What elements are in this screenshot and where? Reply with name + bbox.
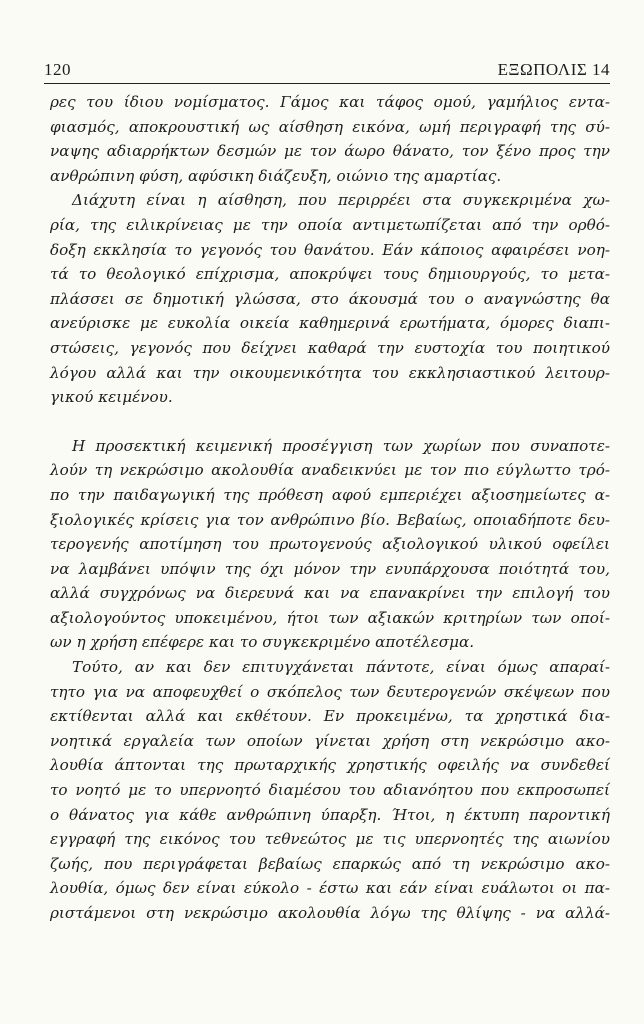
text-line: τητο για να αποφευχθεί ο σκόπελος των δευτερογενών σκέψεων που [50, 682, 610, 701]
text-line: πλάσσει σε δημοτική γλώσσα, στο άκουσμά του ο αναγνώστης θα [50, 289, 610, 308]
paragraph [50, 655, 610, 926]
text-line: δοξη εκκλησία το γεγονός του θανάτου. Εάν κάποιος αφαιρέσει νοη- [50, 240, 610, 259]
text-line: εγγραφή της εικόνος του τεθνεώτος με τις υπερνοητές της αιωνίου [50, 830, 610, 849]
text-line: λουθία άπτονται της πρωταρχικής χρηστικής οφειλής να συνδεθεί [50, 756, 610, 775]
text-line: Η προσεκτική κειμενική προσέγγιση των χωρίων που συναποτε- [72, 436, 610, 455]
text-line: λουθία, όμως δεν είναι εύκολο - έστω και εάν είναι ευάλωτοι οι πα- [50, 879, 610, 898]
text-line: ανεύρισκε με ευκολία οικεία καθημερινά ερωτήματα, όμορες διαπι- [50, 314, 610, 333]
text-line: να λαμβάνει υπόψιν της όχι μόνον την ενυπάρχουσα ποιότητά του, [50, 559, 610, 578]
text-line: ρες του ίδιου νομίσματος. Γάμος και τάφος ομού, γαμήλιος εντα- [50, 93, 610, 111]
page-number: 120 [44, 60, 71, 79]
text-line: τερογενής αποτίμηση του πρωτογενούς αξιολογικού υλικού οφείλει [50, 535, 610, 554]
text-line: ναψης αδιαρρήκτων δεσμών με τον άωρο θάνατο, τον ξένο προς την [50, 142, 610, 161]
text-line: πο την παιδαγωγική της πρόθεση αφού εμπεριέχει αξιοσημείωτες α- [50, 485, 610, 504]
paragraph-gap [50, 410, 610, 434]
text-line: γικού κειμένου. [50, 388, 173, 407]
text-line: ζωής, που περιγράφεται βεβαίως επαρκώς από τη νεκρώσιμο ακο- [50, 854, 610, 873]
text-line: εκτίθενται αλλά και εκθέτουν. Εν προκειμένω, τα χρηστικά δια- [50, 707, 610, 726]
text-line: αξιολογούντος υποκειμένου, ήτοι των αξιακών κριτηρίων των οποί- [50, 608, 610, 627]
text-line: ριστάμενοι στη νεκρώσιμο ακολουθία λόγω της θλίψης - να αλλά- [50, 904, 610, 922]
text-line: τά το θεολογικό επίχρισμα, αποκρύψει τους δημιουργούς, το μετα- [50, 265, 610, 284]
text-line: αλλά συγχρόνως να διερευνά και να επανακρίνει την επιλογή του [50, 584, 610, 603]
text-line: ο θάνατος για κάθε ανθρώπινη ύπαρξη. Ήτοι, η έκτυπη παροντική [50, 805, 610, 824]
text-line: Τούτο, αν και δεν επιτυγχάνεται πάντοτε, είναι όμως απαραί- [72, 658, 610, 677]
text-line: ξιολογικές κρίσεις για τον ανθρώπινο βίο. Βεβαίως, οποιαδήποτε δευ- [50, 510, 610, 529]
paragraph [50, 434, 610, 655]
text-line: ων η χρήση επέφερε και το συγκεκριμένο αποτέλεσμα. [50, 633, 475, 652]
text-line: ανθρώπινη φύση, αφύσικη διάζευξη, οιώνιο της αμαρτίας. [50, 166, 502, 185]
body-text [50, 90, 610, 926]
page-header [44, 50, 610, 84]
text-line: Διάχυτη είναι η αίσθηση, που περιρρέει στα συγκεκριμένα χω- [72, 191, 610, 210]
running-title: ΕΞΩΠΟΛΙΣ 14 [497, 60, 610, 79]
text-line: λούν τη νεκρώσιμο ακολουθία αναδεικνύει με τον πιο εύγλωττο τρό- [50, 461, 610, 480]
text-line: το νοητό με το υπερνοητό διαμέσου του αδιανόητου που εκπροσωπεί [50, 781, 610, 800]
paragraph [50, 188, 610, 409]
paragraph [50, 90, 610, 188]
text-line: νοητικά εργαλεία των οποίων γίνεται χρήση στη νεκρώσιμο ακο- [50, 731, 610, 750]
text-line: στώσεις, γεγονός που δείχνει καθαρά την ευστοχία του ποιητικού [50, 338, 610, 357]
text-line: λόγου αλλά και την οικουμενικότητα του εκκλησιαστικού λειτουρ- [50, 363, 610, 382]
text-line: ρία, της ειλικρίνειας με την οποία αντιμετωπίζεται από την ορθό- [50, 215, 610, 234]
text-line: φιασμός, αποκρουστική ως αίσθηση εικόνα, ωμή περιγραφή της σύ- [50, 117, 610, 136]
